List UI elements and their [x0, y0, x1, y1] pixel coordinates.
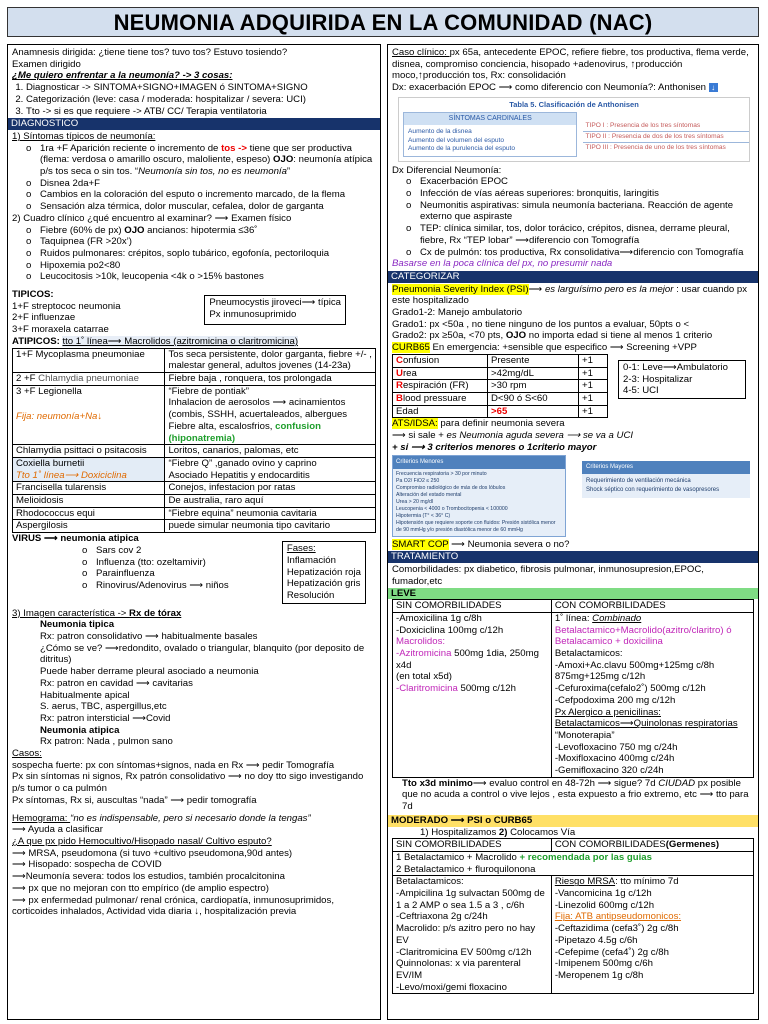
grado-line: Grado1-2: Manejo ambulatorio: [392, 307, 523, 319]
anthonisen-title: Tabla 5. Clasificación de Anthonisen: [509, 99, 639, 109]
virus-block: [12, 533, 376, 604]
table-row: SIN COMORBILIDADES CON COMORBILIDADES: [393, 600, 754, 613]
dxdif-list: [392, 176, 754, 258]
intro-line: Examen dirigido: [12, 58, 81, 70]
table-row: Respiración (FR) >30 rpm +1: [393, 380, 608, 393]
criterios-menores: Criterios Menores Frecuencia respiratoria > 30 por minuto Pa O2/ FiO2 ≤ 250 Compromiso radiológico de más de dos lóbulos Alteración del estado mental Urea > 20 mg/dl Leucopenia < 4000 o Trombocitopenia < 100000 Hipotermia (T° < 36° C) Hipotensión que requiere soporte con fluidos: Presión sistólica menor de 90 mmHg y/o presión diastólica menor de 60 mmHg: [392, 455, 566, 536]
section-header-categorizar: CATEGORIZAR: [388, 271, 758, 283]
cuadro-item: o Hipoxemia po2<80: [40, 260, 376, 272]
table-row: Blood pressuare D<90 ó S<60 +1: [393, 392, 608, 405]
tipico-item: 3+F moraxela catarrae: [12, 324, 109, 336]
dxdif-item: o Neumonitis aspirativas: simula neumonía bacteriana. Reacción de agente externo que aspiraste: [420, 200, 754, 223]
virus-item: o Rinovirus/Adenovirus ⟶ niños: [96, 580, 229, 592]
tipico-item: 2+F influenzae: [12, 312, 76, 324]
criterios-menores-title: Criterios Menores: [393, 456, 565, 468]
fases-box: Fases: Inflamación Hepatización roja Hepatización gris Resolución: [282, 541, 366, 604]
dxdif-item: o Exacerbación EPOC: [420, 176, 754, 188]
hemo-line: ⟶ Ayuda a clasificar: [12, 824, 103, 836]
moderado-header: MODERADO ⟶ PSI o CURB65: [388, 815, 758, 827]
section-header-diagnostico: DIAGNOSTICO: [8, 118, 380, 130]
sintoma-item: o Cambios en la coloración del esputo o incremento marcado, de la flema: [40, 189, 376, 201]
anthonisen-tipo: TIPO III : Presencia de uno de los tres síntomas: [585, 144, 726, 152]
dx-line: Dx: exacerbación EPOC ⟶ como diferencio con Neumonía?: Anthonisen ↓: [392, 82, 754, 94]
table-row: Edad >65 +1: [393, 405, 608, 418]
casos-title: Casos:: [12, 748, 42, 760]
curb65-score-box: 0-1: Leve⟶Ambulatorio 2-3: Hospitalizar 4-5: UCI: [618, 360, 746, 399]
page-title: NEUMONIA ADQUIRIDA EN LA COMUNIDAD (NAC): [7, 7, 759, 37]
arrow-down-icon: ↓: [709, 83, 718, 92]
cuadro-item: o Ruidos pulmonares: crépitos, soplo tubárico, egofonía, pectoriloquia: [40, 248, 376, 260]
ats-line: ATS/IDSA: para definir neumonia severa: [392, 418, 565, 430]
steps-list: [12, 82, 376, 117]
curb65-table: [392, 354, 608, 419]
table-row: Betalactamicos: -Ampicilina 1g sulvactan 500mg de 1 a 2 AMP o sea 1.5 a 3 , c/6h -Ceftriaxona 2g c/24h Macrolido: p/s azitro pero no hay EV -Claritromicina EV 500mg c/12h Quinnolonas: x via parenteral EV/IM -Levo/moxi/gemi floxacino Riesgo MRSA: tto mínimo 7d -Vancomicina 1g c/12h -Linezolid 600mg c/12h Fija: ATB antipseudomonicos: -Ceftazidima (cefa3˚) 2g c/8h -Pipetazo 4.5g c/6h -Cefepime (cefa4˚) 2g c/8h -Imipenem 500mg c/6h -Meropenem 1g c/8h: [393, 876, 754, 994]
hemo-line: ⟶ Hisopado: sospecha de COVID: [12, 859, 162, 871]
table-row: Coxiella burnetii Tto 1˚ línea⟶ Doxiciclina “Fiebre Q” ,ganado ovino y caprino Asociado Hepatitis y endocarditis: [13, 457, 376, 481]
pneumocystis-box: Pneumocystis jiroveci⟶ típica Px inmunosuprimido: [204, 295, 346, 325]
table-row: Urea >42mg/dL +1: [393, 367, 608, 380]
smart-cop-line: SMART COP ⟶ Neumonia severa o no?: [392, 538, 570, 550]
table-row: Chlamydia psittaci o psitacosis Loritos, canarios, palomas, etc: [13, 445, 376, 458]
caso-item: sospecha fuerte: px con síntomas+signos, nada en Rx ⟶ pedir Tomografía: [12, 759, 335, 771]
table-row: Melioidosis De australia, raro aquí: [13, 495, 376, 508]
table-row: 1 Betalactamico + Macrolido + recomendada por las guias 2 Betalactamico + fluroquilonona: [393, 851, 754, 875]
leve-header: LEVE: [388, 588, 758, 600]
cuadro-item: o Leucocitosis >10k, leucopenia <4k o >15% bastones: [40, 271, 376, 283]
anthonisen-sx: Aumento de la purulencia del esputo: [408, 144, 516, 152]
table-row: Francisella tularensis Conejos, infestacion por ratas: [13, 482, 376, 495]
table-row: 2 +F Chlamydia pneumoniae Fiebre baja , ronquera, tos prolongada: [13, 372, 376, 385]
anthonisen-table: [398, 97, 750, 162]
grado-line: Grado1: px <50a , no tiene ninguno de los puntos a evaluar, 50pts o <: [392, 318, 690, 330]
dxdif-item: o Cx de pulmón: tos productiva, Rx consolidativa⟶diferencio con Tomografía: [420, 247, 754, 259]
curb65-block: [392, 354, 754, 419]
anthonisen-sx: Aumento de la disnea: [408, 128, 472, 136]
imagen-block: Neumonia tipica Rx: patron consolidativo ⟶ habitualmente basales ¿Cómo se ve? ⟶redondito, ovalado o triangular, blanquito (por deposito de ditritus) Puede haber derrame pleural asociado a neumonia Rx: patron en cavidad ⟶ cavitarias Habitualmente apical S. aerus, TBC, aspergillus,etc Rx: patron intersticial ⟶Covid Neumonia atipica Rx patron: Nada , pulmon sano: [40, 619, 365, 748]
sintoma-item: o 1ra +F Aparición reciente o incremento de tos -> tiene que ser productiva (flema: verdosa o amarillo oscuro, maloliente, espeso) OJO: neumonía atípica p/s tos seca o sin tos. “Neumonía sin tos, no es neumonía”: [40, 143, 376, 178]
psi-line: Pneumonia Severity Index (PSI)⟶ es larguísimo pero es la mejor : usar cuando px este hospitalizado: [392, 283, 748, 307]
ats-line: + si ⟶ 3 criterios menores o 1criterio mayor: [392, 441, 597, 453]
caso-item: Px sin síntomas ni signos, Rx patrón consolidativo ⟶ no doy tto sigo investigando p/s tumor o ca pulmón: [12, 771, 364, 795]
cuadro-item: o Fiebre (60% de px) OJO ancianos: hipotermia ≤36˚: [40, 225, 376, 237]
step-item: 3. Tto -> si es que requiere -> ATB/ CC/ Terapia ventilatoria: [26, 106, 376, 118]
cuadro-title: 2) Cuadro clínico ¿qué encuentro al examinar? ⟶ Examen físico: [12, 212, 292, 224]
table-row: SIN COMORBILIDADES CON COMORBILIDADES(Germenes): [393, 839, 754, 852]
moderado-table: [392, 838, 754, 994]
tipicos-title: TIPICOS:: [12, 289, 54, 301]
virus-item: o Influenza (tto: ozeltamivir): [96, 557, 229, 569]
step-item: 1. Diagnosticar -> SINTOMA+SIGNO+IMAGEN ó SINTOMA+SIGNO: [26, 82, 376, 94]
table-row: 1+F Mycoplasma pneumoniae Tos seca persistente, dolor garganta, fiebre +/- , malestar general, adultos jovenes (14-23a): [13, 348, 376, 372]
hemo-line: ⟶ MRSA, pseudomona (si tuvo +cultivo pseudomona,90d antes): [12, 847, 293, 859]
moderado-sub: 1) Hospitalizamos 2) Colocamos Vía: [420, 826, 576, 838]
grado-line: Grado2: px ≥50a, <70 pts, OJO no importa edad si tiene al menos 1 criterio: [392, 330, 713, 342]
cuadro-item: o Taquipnea (FR >20x’): [40, 236, 376, 248]
virus-list: [12, 545, 229, 592]
left-column: [7, 44, 381, 1020]
curb65-line: CURB65 En emergencia: +sensible que especifico ⟶ Screening +VPP: [392, 342, 697, 354]
anthonisen-tipo: TIPO I : Presencia de los tres síntomas: [583, 121, 749, 132]
dxdif-item: o Infección de vías aéreas superiores: bronquitis, laringitis: [420, 188, 754, 200]
criterios-block: [392, 455, 754, 536]
virus-title: VIRUS ⟶ neumonia atipica: [12, 533, 139, 545]
hemograma-title: Hemograma: “no es indispensable, pero si necesario donde la tengas”: [12, 812, 311, 824]
sintomas-title: 1) Síntomas típicos de neumonía:: [12, 130, 156, 142]
tipico-item: 1+F streptococ neumonia: [12, 300, 121, 312]
table-row: Aspergilosis puede simular neumonia tipo cavitario: [13, 520, 376, 533]
table-row: 3 +F Legionella Fija: neumonía+Na↓ “Fiebre de pontiak” Inhalacion de aerosolos ⟶ acinamientos (combis, SSHH, acuertaleados, albergues Fiebre alta, escalosfrios, confusion (hiponatremia): [13, 385, 376, 445]
criterios-mayores: Criterios Mayores Requerimiento de ventilación mecánica Shock séptico con requerimiento de vasopresores: [582, 461, 750, 536]
sintoma-item: o Sensación alza térmica, dolor muscular, cefalea, dolor de garganta: [40, 201, 376, 213]
anthonisen-header: SÍNTOMAS CARDINALES: [404, 113, 576, 126]
dxdif-title: Dx Diferencial Neumonía:: [392, 164, 502, 176]
atipicos-table: [12, 348, 376, 534]
section-header-tratamiento: TRATAMIENTO: [388, 551, 758, 563]
intro-line: Anamnesis dirigida: ¿tiene tiene tos? tuvo tos? Estuvo tosiendo?: [12, 47, 288, 58]
caso-clinico: Caso clínico: px 65a, antecedente EPOC, refiere fiebre, tos productiva, flema verde, disnea, compromiso conciencia, hisopado +adenovirus, ↑producción moco,↑producción tos, Rx: consolidación: [392, 47, 749, 82]
leve-table: [392, 599, 754, 778]
tto-minimo-line: Tto x3d minimo⟶ evaluo control en 48-72h ⟶ sigue? 7d CIUDAD px posible que no acuda a control o vive lejos , esta expuesto a frio extremo, etc ⟶ tto para 7d: [402, 777, 749, 813]
three-things-question: ¿Me quiero enfrentar a la neumonía? -> 3 cosas:: [12, 70, 233, 82]
table-row: Rhodococcus equi “Fiebre equina” neumonia cavitaria: [13, 507, 376, 520]
atipicos-title: ATIPICOS: tto 1˚ línea⟶ Macrolidos (azitromicina o claritromicina): [12, 335, 299, 347]
anthonisen-tipo: TIPO II : Presencia de dos de los tres síntomas: [583, 132, 749, 143]
comorbilidades-line: Comorbilidades: px diabetico, fibrosis pulmonar, inmunosupresion,EPOC, fumador,etc: [392, 564, 704, 587]
hemo-line: ⟶Neumonía severa: todos los estudios, también procalcitonina: [12, 871, 285, 883]
sintomas-list: [12, 143, 376, 213]
tipicos-block: [12, 289, 376, 336]
table-row: -Amoxicilina 1g c/8h -Doxiciclina 100mg c/12h Macrolidos: -Azitromicina 500mg 1dia, 250mg x4d (en total x5d) -Claritromicina 500mg c/12h 1˚ línea: Combinado Betalactamico+Macrolido(azitro/claritro) ó Betalacamico + doxicilina Betalactamicos: -Amoxi+Ac.clavu 500mg+125mg c/8h 875mg+125mg c/12h -Cefuroxima(cefalo2˚) 500mg c/12h -Cefpodoxima 200 mg c/12h Px Alergico a penicilinas: Betalactamicos⟶Quinolonas respiratorias “Monoterapia” -Levofloxacino 750 mg c/24h -Moxifloxacino 400mg c/24h -Gemifloxacino 320 c/24h: [393, 612, 754, 777]
hemo-line: ¿A que px pido Hemocultivo/Hisopado nasal/ Cultivo esputo?: [12, 836, 272, 847]
step-item: 2. Categorización (leve: casa / moderada: hospitalizar / severa: UCI): [26, 94, 376, 106]
hemo-line: ⟶ px que no mejoran con tto empírico (de amplio espectro): [12, 882, 269, 894]
table-row: Confusion Presente +1: [393, 354, 608, 367]
sintoma-item: o Disnea 2da+F: [40, 178, 376, 190]
dxdif-item: o TEP: clínica similar, tos, dolor torácico, crépitos, disnea, derrame pleural, fiebre, Rx “TEP lobar” ⟶diferencio con Tomografía: [420, 223, 754, 246]
hemo-line: ⟶ px enfermedad pulmonar/ renal crónica, cardiopatía, inmunosuprimidos, corticoides inhalados, Actividad vida diaria ↓, hospitalización previa: [12, 894, 334, 918]
criterios-mayores-title: Criterios Mayores: [582, 461, 750, 474]
right-column: [387, 44, 759, 1020]
ats-line: ⟶ si sale + es Neumonia aguda severa ⟶ se va a UCI: [392, 430, 634, 442]
imagen-title: 3) Imagen característica -> Rx de tórax: [12, 607, 182, 619]
virus-item: o Sars cov 2: [96, 545, 229, 557]
anthonisen-sx: Aumento del volumen del esputo: [408, 136, 505, 144]
virus-item: o Parainfluenza: [96, 568, 229, 580]
cuadro-list: [12, 225, 376, 284]
caso-item: Px síntomas, Rx si, auscultas “nada” ⟶ pedir tomografía: [12, 794, 257, 806]
basarse-note: Basarse en la poca clínica del px, no presumir nada: [392, 258, 613, 270]
